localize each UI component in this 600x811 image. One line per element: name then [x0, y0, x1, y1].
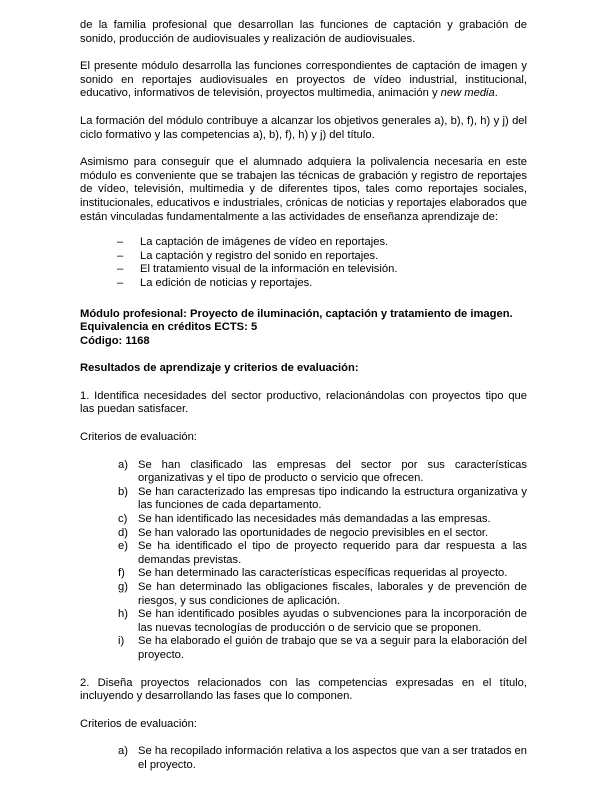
criterion-marker: c) [118, 513, 128, 526]
list-item [80, 277, 527, 291]
dash-marker: – [117, 276, 124, 289]
criterion-item [80, 486, 527, 513]
criteria-list-1 [80, 459, 527, 663]
learning-result-2: 2. Diseña proyectos relacionados con las competencias expresadas en el título, incluyendo y desarrollando las fases que lo componen. [80, 676, 527, 703]
module-header [80, 308, 527, 349]
criterion-item [80, 459, 527, 486]
document-page [80, 19, 527, 787]
criterion-text: Se ha recopilado información relativa a los aspectos que van a ser tratados en el proyecto. [138, 745, 527, 771]
intro-paragraph-1: de la familia profesional que desarrollan las funciones de captación y grabación de sonido, producción de audiovisuales y realización de audiovisuales. [80, 19, 527, 45]
criterion-text: Se han identificado las necesidades más demandadas a las empresas. [138, 513, 491, 526]
list-item-text: La edición de noticias y reportajes. [140, 276, 313, 289]
criterion-marker: h) [118, 608, 128, 621]
criterion-item [80, 527, 527, 541]
results-heading: Resultados de aprendizaje y criterios de evaluación: [80, 362, 359, 375]
criterion-item [80, 513, 527, 527]
learning-result-1: 1. Identifica necesidades del sector productivo, relacionándolas con proyectos tipo que las puedan satisfacer. [80, 389, 527, 416]
intro-paragraph-3: La formación del módulo contribuye a alcanzar los objetivos generales a), b), f), h) y j) del ciclo formativo y las competencias a), b), f), h) y j) del título. [80, 114, 527, 141]
criteria-label-1: Criterios de evaluación: [80, 431, 197, 444]
criterion-text: Se ha elaborado el guión de trabajo que se va a seguir para la elaboración del proyecto. [138, 635, 527, 661]
activities-list [80, 236, 527, 290]
list-item [80, 263, 527, 277]
dash-marker: – [117, 263, 124, 276]
criteria-list-2 [80, 745, 527, 772]
criterion-item [80, 540, 527, 567]
criterion-item [80, 745, 527, 772]
criterion-text: Se han determinado las características específicas requeridas al proyecto. [138, 567, 508, 580]
criterion-text: Se han determinado las obligaciones fiscales, laborales y de prevención de riesgos, y sus condiciones de aplicación. [138, 581, 527, 607]
criterion-text: Se han valorado las oportunidades de negocio previsibles en el sector. [138, 526, 489, 539]
module-code: Código: 1168 [80, 334, 150, 347]
criterion-item [80, 581, 527, 608]
criterion-item [80, 567, 527, 581]
criteria-label-2: Criterios de evaluación: [80, 717, 197, 730]
criterion-marker: b) [118, 485, 128, 498]
list-item [80, 250, 527, 264]
module-ects: Equivalencia en créditos ECTS: 5 [80, 321, 258, 334]
intro-paragraph-2-end: . [494, 87, 498, 100]
criterion-text: Se ha identificado el tipo de proyecto requerido para dar respuesta a las demandas previstas. [138, 540, 527, 566]
criterion-marker: d) [118, 526, 128, 539]
module-title: Módulo profesional: Proyecto de iluminación, captación y tratamiento de imagen. [80, 307, 513, 320]
criterion-marker: a) [118, 745, 128, 758]
intro-paragraph-2 [80, 60, 527, 101]
criterion-marker: g) [118, 581, 128, 593]
criterion-marker: i) [118, 635, 125, 648]
list-item [80, 236, 527, 250]
dash-marker: – [117, 249, 124, 262]
criterion-text: Se han identificado posibles ayudas o subvenciones para la incorporación de las nuevas tecnologías de producción o de servicio que se proponen. [138, 608, 527, 634]
list-item-text: La captación de imágenes de vídeo en reportajes. [140, 236, 389, 249]
dash-marker: – [117, 236, 124, 249]
criterion-marker: f) [118, 567, 125, 580]
list-item-text: La captación y registro del sonido en reportajes. [140, 249, 379, 262]
criterion-marker: e) [118, 540, 128, 553]
criterion-item [80, 635, 527, 662]
new-media-term: new media [440, 87, 495, 100]
intro-paragraph-4: Asimismo para conseguir que el alumnado adquiera la polivalencia necesaria en este módulo es conveniente que se trabajen las técnicas de grabación y registro de reportajes de vídeo, televisión, multimedia y de diferentes tipos, tales como reportajes sociales, institucionales, educativos e industriales, crónicas de noticias y reportajes elaborados que están vinculadas fundamentalmente a las actividades de enseñanza aprendizaje de: [80, 156, 527, 223]
criterion-item [80, 608, 527, 635]
criterion-marker: a) [118, 458, 128, 471]
list-item-text: El tratamiento visual de la información en televisión. [140, 263, 398, 276]
intro-paragraph-2-text: El presente módulo desarrolla las funciones correspondientes de captación de imagen y sonido en reportajes audiovisuales en proyectos de vídeo industrial, institucional, educativo, informativos de televisión, proyectos multimedia, animación y [80, 60, 527, 100]
criterion-text: Se han caracterizado las empresas tipo indicando la estructura organizativa y las funciones de cada departamento. [138, 485, 527, 512]
criterion-text: Se han clasificado las empresas del sector por sus características organizativas y el tipo de producto o servicio que ofrecen. [138, 458, 527, 485]
